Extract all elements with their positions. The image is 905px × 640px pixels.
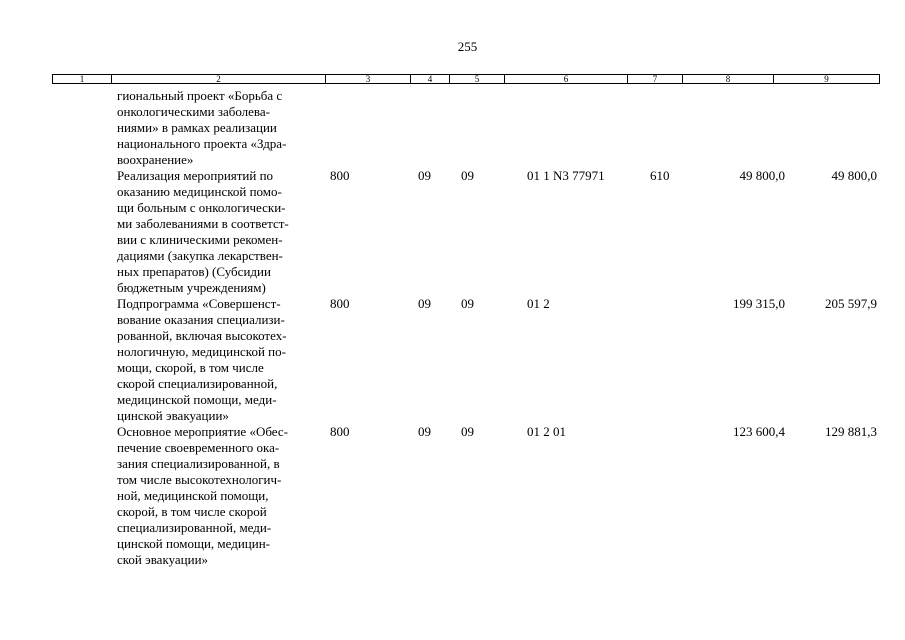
description-line: скорой, в том числе скорой [117, 504, 267, 519]
amount-year-2: 129 881,3 [825, 424, 877, 439]
column-number-9: 9 [824, 74, 829, 84]
row-description [117, 424, 327, 568]
description-line: воохранение» [117, 152, 194, 167]
table-row [0, 168, 905, 296]
description-line: нологичную, медицинской по- [117, 344, 286, 359]
table-row [0, 88, 905, 168]
amount-year-1: 199 315,0 [733, 296, 785, 311]
expense-type-code: 610 [650, 168, 670, 183]
ministry-code: 800 [330, 296, 350, 311]
page-number: 255 [457, 39, 478, 54]
description-line: щи больным с онкологически- [117, 200, 286, 215]
description-line: специализированной, меди- [117, 520, 272, 535]
description-line: бюджетным учреждениям) [117, 280, 266, 295]
description-line: мощи, скорой, в том числе [117, 360, 264, 375]
ministry-code: 800 [330, 168, 350, 183]
amount-year-1: 49 800,0 [739, 168, 785, 183]
description-line: национального проекта «Здра- [117, 136, 287, 151]
column-number-3: 3 [326, 75, 411, 83]
subsection-code: 09 [461, 424, 474, 439]
description-line: ской эвакуации» [117, 552, 209, 567]
ministry-code: 800 [330, 424, 350, 439]
column-number-8: 8 [683, 75, 774, 83]
description-line: вование оказания специализи- [117, 312, 285, 327]
column-number-5: 5 [450, 75, 505, 83]
description-line: печение своевременного ока- [117, 440, 280, 455]
table-row [0, 424, 905, 568]
description-line: ниями» в рамках реализации [117, 120, 277, 135]
description-line: онкологическими заболева- [117, 104, 270, 119]
section-code: 09 [418, 168, 431, 183]
description-line: дациями (закупка лекарствен- [117, 248, 283, 263]
description-line: том числе высокотехнологич- [117, 472, 282, 487]
amount-year-2: 205 597,9 [825, 296, 877, 311]
description-line: рованной, включая высокотех- [117, 328, 287, 343]
description-line: ной, медицинской помощи, [117, 488, 269, 503]
description-line: цинской эвакуации» [117, 408, 229, 423]
target-article-code: 01 2 01 [527, 424, 566, 439]
description-line: ми заболеваниями в соответст- [117, 216, 289, 231]
description-line: скорой специализированной, [117, 376, 278, 391]
description-line: оказанию медицинской помо- [117, 184, 282, 199]
description-line: Реализация мероприятий по [117, 168, 274, 183]
description-line: ных препаратов) (Субсидии [117, 264, 271, 279]
target-article-code: 01 1 N3 77971 [527, 168, 605, 183]
row-description [117, 296, 327, 424]
table-row [0, 296, 905, 424]
column-number-2: 2 [112, 75, 326, 83]
column-number-1: 1 [53, 75, 112, 83]
description-line: Подпрограмма «Совершенст- [117, 296, 281, 311]
description-line: вии с клиническими рекомен- [117, 232, 283, 247]
subsection-code: 09 [461, 168, 474, 183]
column-number-7: 7 [628, 75, 683, 83]
row-description [117, 168, 327, 296]
amount-year-1: 123 600,4 [733, 424, 785, 439]
amount-year-2: 49 800,0 [831, 168, 877, 183]
description-line: гиональный проект «Борьба с [117, 88, 283, 103]
subsection-code: 09 [461, 296, 474, 311]
table-body [0, 88, 905, 568]
row-description [117, 88, 327, 168]
description-line: медицинской помощи, меди- [117, 392, 277, 407]
column-number-4: 4 [411, 75, 450, 83]
description-line: зания специализированной, в [117, 456, 280, 471]
section-code: 09 [418, 424, 431, 439]
table-header-row [52, 74, 880, 84]
section-code: 09 [418, 296, 431, 311]
description-line: Основное мероприятие «Обес- [117, 424, 288, 439]
target-article-code: 01 2 [527, 296, 550, 311]
description-line: цинской помощи, медицин- [117, 536, 271, 551]
column-number-6: 6 [505, 75, 628, 83]
